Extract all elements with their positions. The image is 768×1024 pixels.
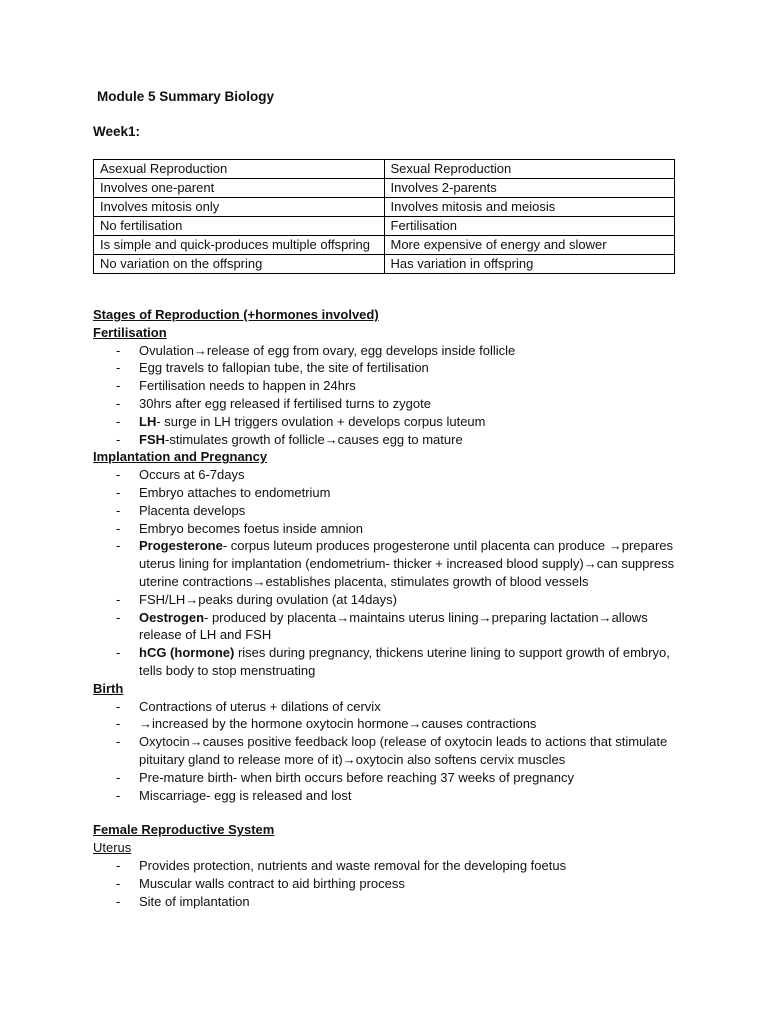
table-row <box>94 198 675 217</box>
list-item: - Contractions of uterus + dilations of cervix <box>93 698 693 716</box>
asexual-cell: Involves one-parent <box>94 179 385 198</box>
list-item: - Provides protection, nutrients and waste removal for the developing foetus <box>93 857 693 875</box>
implantation-list <box>93 466 693 680</box>
table-row <box>94 255 675 274</box>
stages-heading: Stages of Reproduction (+hormones involved) <box>93 307 379 322</box>
uterus-list <box>93 857 693 910</box>
oestrogen-text: - produced by placenta→maintains uterus lining→preparing lactation→allows release of LH and FSH <box>139 609 648 643</box>
list-item <box>93 537 693 590</box>
list-item: - Miscarriage- egg is released and lost <box>93 787 693 805</box>
asexual-cell: Involves mitosis only <box>94 198 385 217</box>
list-item: - Embryo attaches to endometrium <box>93 484 693 502</box>
sexual-cell: Sexual Reproduction <box>384 160 675 179</box>
list-item: - Site of implantation <box>93 893 693 911</box>
list-item: - Egg travels to fallopian tube, the site of fertilisation <box>93 359 693 377</box>
list-item: - Muscular walls contract to aid birthing process <box>93 875 693 893</box>
sexual-cell: More expensive of energy and slower <box>384 236 675 255</box>
list-item <box>93 609 693 645</box>
sexual-cell: Involves mitosis and meiosis <box>384 198 675 217</box>
list-item: - Fertilisation needs to happen in 24hrs <box>93 377 693 395</box>
fertilisation-list <box>93 342 693 449</box>
list-item: - Placenta develops <box>93 502 693 520</box>
asexual-cell: Asexual Reproduction <box>94 160 385 179</box>
fertilisation-heading: Fertilisation <box>93 324 167 340</box>
lh-text: - surge in LH triggers ovulation + develops corpus luteum <box>156 413 486 429</box>
birth-heading: Birth <box>93 680 124 696</box>
implantation-heading: Implantation and Pregnancy <box>93 449 268 465</box>
sexual-cell: Involves 2-parents <box>384 179 675 198</box>
table-row <box>94 236 675 255</box>
oestrogen-term: Oestrogen <box>139 609 205 625</box>
table-row <box>94 160 675 179</box>
table-row <box>94 217 675 236</box>
week-label: Week1: <box>93 124 141 139</box>
notes-content <box>93 306 693 910</box>
list-item: - 30hrs after egg released if fertilised turns to zygote <box>93 395 693 413</box>
lh-term: LH <box>139 413 157 429</box>
sexual-cell: Has variation in offspring <box>384 255 675 274</box>
spacer <box>93 804 693 821</box>
list-item: - Occurs at 6-7days <box>93 466 693 484</box>
table-row <box>94 179 675 198</box>
progesterone-text: - corpus luteum produces progesterone until placenta can produce →prepares uterus lining for implantation (endometrium- thicker + increased blood supply)→can suppress uterine contractions→establishes placenta, stimulates growth of blood vessels <box>139 538 675 589</box>
list-item: - Ovulation→release of egg from ovary, egg develops inside follicle <box>93 342 693 360</box>
list-item: - →increased by the hormone oxytocin hormone→causes contractions <box>93 715 693 733</box>
list-item <box>93 644 693 680</box>
birth-list <box>93 698 693 805</box>
list-item <box>93 413 693 431</box>
fsh-text: -stimulates growth of follicle→causes egg to mature <box>165 431 463 447</box>
list-item <box>93 431 693 449</box>
hcg-text: rises during pregnancy, thickens uterine lining to support growth of embryo, tells body to stop menstruating <box>139 645 670 678</box>
asexual-cell: Is simple and quick-produces multiple offspring <box>94 236 385 255</box>
list-item: - Pre-mature birth- when birth occurs before reaching 37 weeks of pregnancy <box>93 769 693 787</box>
hcg-term: hCG (hormone) <box>139 645 235 661</box>
list-item: - Oxytocin→causes positive feedback loop (release of oxytocin leads to actions that stimulate pituitary gland to release more of it)→oxytocin also softens cervix muscles <box>93 733 693 769</box>
list-item: - Embryo becomes foetus inside amnion <box>93 520 693 538</box>
reproduction-comparison-table <box>93 159 675 274</box>
document-title: Module 5 Summary Biology <box>97 89 275 104</box>
fsh-term: FSH <box>139 431 165 447</box>
female-system-heading: Female Reproductive System <box>93 822 275 838</box>
uterus-heading: Uterus <box>93 840 132 856</box>
asexual-cell: No variation on the offspring <box>94 255 385 274</box>
sexual-cell: Fertilisation <box>384 217 675 236</box>
progesterone-term: Progesterone <box>139 538 223 554</box>
asexual-cell: No fertilisation <box>94 217 385 236</box>
list-item: - FSH/LH→peaks during ovulation (at 14days) <box>93 591 693 609</box>
